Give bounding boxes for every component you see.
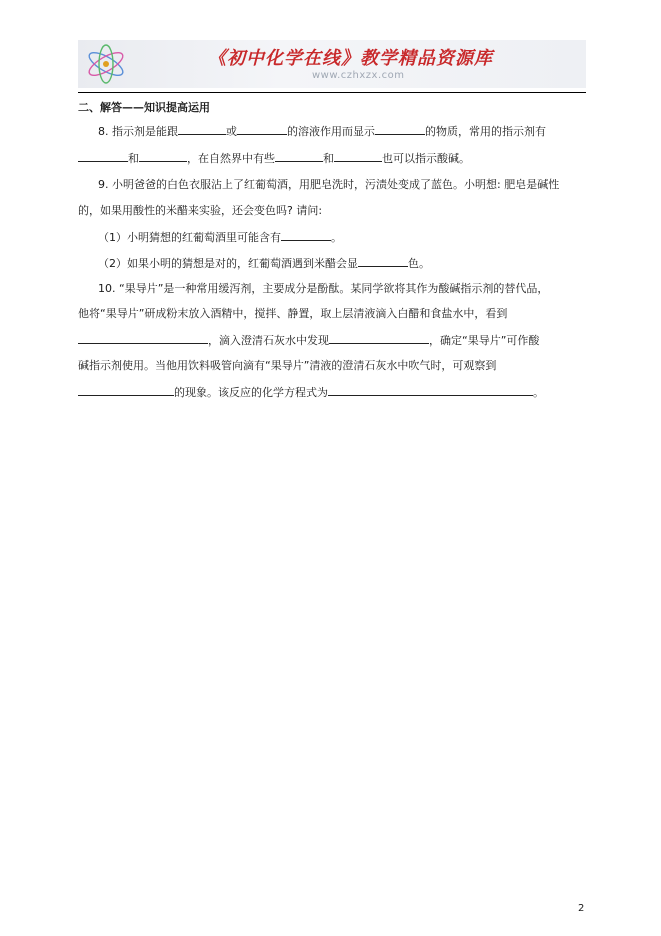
q10-text: 的现象。该反应的化学方程式为 — [174, 386, 328, 399]
header-banner — [78, 40, 586, 88]
question-9-line-1: 9. 小明爸爸的白色衣服沾上了红葡萄酒，用肥皂洗时，污渍处变成了蓝色。小明想: 肥皂是碱性 — [98, 178, 560, 191]
question-9-sub-1 — [98, 230, 342, 245]
q8-text: 或 — [226, 125, 237, 138]
question-10-line-1: 10. “果导片”是一种常用缓泻剂，主要成分是酚酞。某同学欲将其作为酸碱指示剂的替代品， — [98, 282, 549, 295]
answer-blank — [78, 151, 128, 162]
answer-blank — [78, 385, 174, 396]
question-10-line-5 — [78, 385, 544, 400]
q8-text: 的溶液作用而显示 — [287, 125, 375, 138]
answer-blank — [334, 151, 382, 162]
q9-text: （2）如果小明的猜想是对的，红葡萄酒遇到米醋会显 — [98, 257, 358, 270]
header-rule — [78, 92, 586, 93]
q9-text: 。 — [331, 231, 342, 244]
banner-title: 《初中化学在线》教学精品资源库 — [208, 48, 493, 69]
page-number: 2 — [578, 903, 585, 914]
atom-logo-icon — [84, 42, 128, 86]
question-10-line-2: 他将“果导片”研成粉末放入酒精中，搅拌、静置，取上层清液滴入白醋和食盐水中，看到 — [78, 307, 508, 320]
q8-text: 和 — [128, 152, 139, 165]
question-8-line-1 — [98, 124, 546, 139]
answer-blank — [237, 124, 287, 135]
question-10-line-4: 碱指示剂使用。当他用饮料吸管向滴有“果导片”清液的澄清石灰水中吹气时，可观察到 — [78, 359, 497, 372]
banner-url: www.czhxzx.com — [312, 70, 405, 81]
answer-blank — [281, 230, 331, 241]
q8-text: 也可以指示酸碱。 — [382, 152, 470, 165]
answer-blank — [375, 124, 425, 135]
q8-text: 8. 指示剂是能跟 — [98, 125, 178, 138]
answer-blank — [328, 385, 533, 396]
answer-blank — [275, 151, 323, 162]
q8-text: 的物质，常用的指示剂有 — [425, 125, 546, 138]
question-10-line-3 — [78, 333, 539, 348]
q9-text: （1）小明猜想的红葡萄酒里可能含有 — [98, 231, 281, 244]
question-8-line-2 — [78, 151, 470, 166]
answer-blank — [139, 151, 187, 162]
question-9-sub-2 — [98, 256, 430, 271]
q8-text: ，在自然界中有些 — [187, 152, 275, 165]
answer-blank — [329, 333, 429, 344]
q9-text: 色。 — [408, 257, 430, 270]
question-9-line-2: 的，如果用酸性的米醋来实验，还会变色吗? 请问: — [78, 204, 323, 217]
q10-text: 。 — [533, 386, 544, 399]
q10-text: ，滴入澄清石灰水中发现 — [208, 334, 329, 347]
answer-blank — [178, 124, 226, 135]
answer-blank — [78, 333, 208, 344]
q8-text: 和 — [323, 152, 334, 165]
q10-text: ，确定“果导片”可作酸 — [429, 334, 540, 347]
answer-blank — [358, 256, 408, 267]
section-heading: 二、解答——知识提高运用 — [78, 101, 210, 114]
